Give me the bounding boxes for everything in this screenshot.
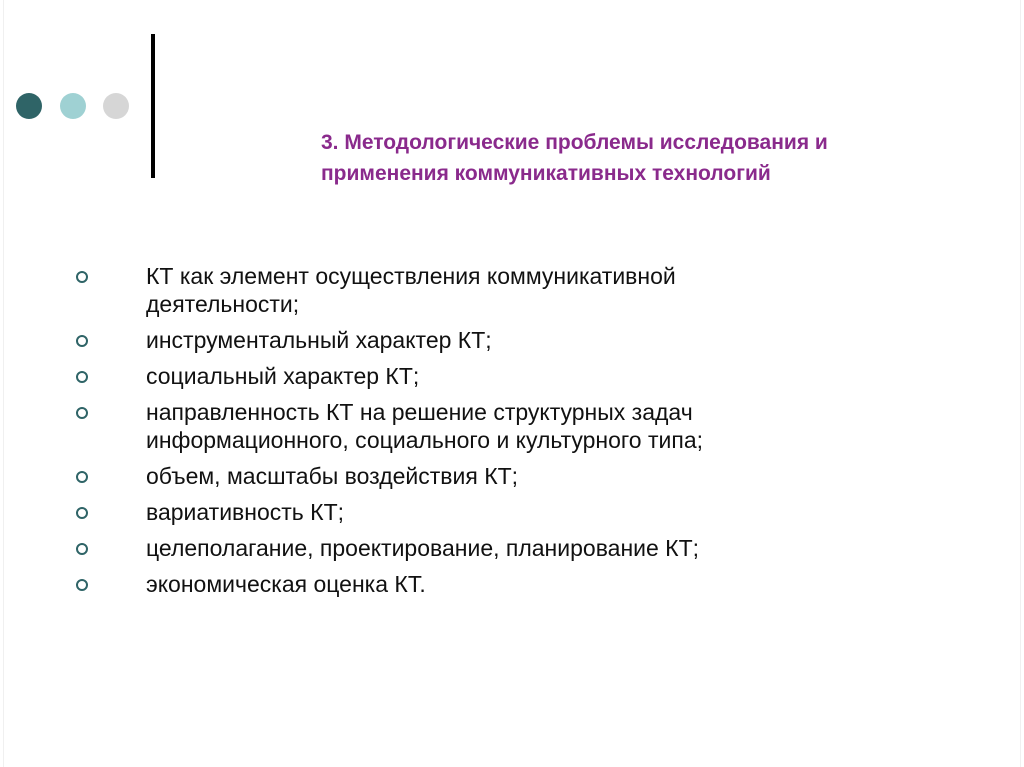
bullet-line: вариативность КТ;	[146, 499, 345, 525]
hollow-circle-bullet-icon	[76, 271, 88, 283]
bullet-item	[76, 498, 976, 526]
slide-title	[321, 127, 1001, 189]
hollow-circle-bullet-icon	[76, 371, 88, 383]
hollow-circle-bullet-icon	[76, 543, 88, 555]
bullet-line: информационного, социального и культурного типа;	[146, 427, 704, 453]
bullet-item	[76, 326, 976, 354]
bullet-text	[146, 326, 976, 354]
hollow-circle-bullet-icon	[76, 579, 88, 591]
hollow-circle-bullet-icon	[76, 407, 88, 419]
bullet-item	[76, 362, 976, 390]
bullet-line: направленность КТ на решение структурных задач	[146, 399, 693, 425]
bullet-text	[146, 262, 976, 318]
bullet-text	[146, 534, 976, 562]
grey-circle-icon	[103, 93, 129, 119]
bullet-item	[76, 570, 976, 598]
bullet-line: КТ как элемент осуществления коммуникативной	[146, 263, 676, 289]
light-teal-circle-icon	[60, 93, 86, 119]
bullet-line: социальный характер КТ;	[146, 363, 420, 389]
dark-teal-circle-icon	[16, 93, 42, 119]
vertical-divider	[151, 34, 155, 178]
bullet-text	[146, 570, 976, 598]
bullet-text	[146, 498, 976, 526]
bullet-text	[146, 462, 976, 490]
bullet-text	[146, 362, 976, 390]
bullet-line: инструментальный характер КТ;	[146, 327, 492, 353]
slide-title-line: 3. Методологические проблемы исследования и	[321, 131, 828, 154]
hollow-circle-bullet-icon	[76, 335, 88, 347]
hollow-circle-bullet-icon	[76, 471, 88, 483]
bullet-list	[76, 262, 976, 606]
slide-title-line: применения коммуникативных технологий	[321, 162, 771, 185]
bullet-line: экономическая оценка КТ.	[146, 571, 426, 597]
bullet-item	[76, 398, 976, 454]
bullet-item	[76, 534, 976, 562]
bullet-line: деятельности;	[146, 291, 300, 317]
bullet-line: целеполагание, проектирование, планирование КТ;	[146, 535, 700, 561]
hollow-circle-bullet-icon	[76, 507, 88, 519]
bullet-line: объем, масштабы воздействия КТ;	[146, 463, 519, 489]
bullet-item	[76, 262, 976, 318]
bullet-item	[76, 462, 976, 490]
bullet-text	[146, 398, 976, 454]
